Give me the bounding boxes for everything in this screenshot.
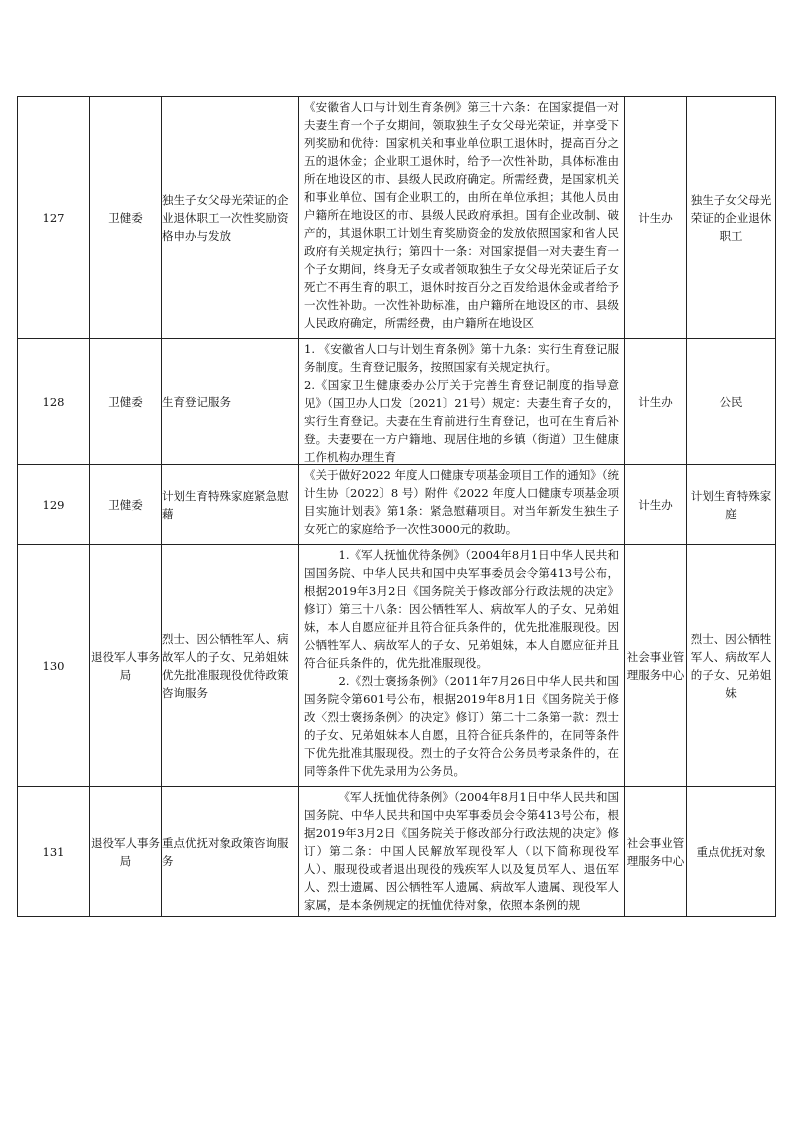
service-item-cell: 烈士、因公牺牲军人、病故军人的子女、兄弟姐妹优先批准服现役优待政策咨询服务 bbox=[162, 545, 299, 787]
department-cell: 卫健委 bbox=[90, 97, 162, 339]
basis-paragraph: 2.《烈士褒扬条例》（2011年7月26日中华人民共和国国务院令第601号公布，根据2019年8月1日《国务院关于修改〈烈士褒扬条例〉的决定》修订）第二十二条第一款：烈士的子女、兄弟姐妹本人自愿，且符合征兵条件的，在同等条件下优先批准其服现役。烈士的子女符合公务员考录条件的，在同等条件下优先录用为公务员。 bbox=[304, 673, 619, 778]
legal-basis-text bbox=[299, 546, 624, 786]
legal-basis-text bbox=[299, 340, 624, 464]
department-cell: 退役军人事务局 bbox=[90, 545, 162, 787]
responsible-office-cell: 计生办 bbox=[625, 339, 687, 465]
table-row bbox=[18, 787, 776, 917]
row-number: 131 bbox=[18, 787, 90, 917]
service-target-cell: 独生子女父母光荣证的企业退休职工 bbox=[687, 97, 776, 339]
legal-basis-text bbox=[299, 98, 624, 338]
service-table bbox=[17, 96, 776, 917]
service-target-cell: 公民 bbox=[687, 339, 776, 465]
table-row bbox=[18, 339, 776, 465]
service-target-cell: 烈士、因公牺牲军人、病故军人的子女、兄弟姐妹 bbox=[687, 545, 776, 787]
service-target-cell: 计划生育特殊家庭 bbox=[687, 465, 776, 545]
basis-paragraph: 《安徽省人口与计划生育条例》第三十六条：在国家提倡一对夫妻生育一个子女期间，领取独生子女父母光荣证，并享受下列奖励和优待：国家机关和事业单位职工退休时，提高百分之五的退休金；企业职工退休时，给予一次性补助，具体标准由所在地设区的市、县级人民政府确定。所需经费，是国家机关和事业单位、国有企业职工的，由所在单位承担；其他人员由户籍所在地设区的市、县级人民政府承担。国有企业改制、破产的，其退休职工计划生育奖励资金的发放依照国家和省人民政府有关规定执行；第四十一条：对国家提倡一对夫妻生育一个子女期间，终身无子女或者领取独生子女父母光荣证后子女死亡不再生育的职工，退休时按百分之百发给退休金或者给予一次性补助。一次性补助标准，由户籍所在地设区的市、县级人民政府确定，所需经费，由户籍所在地设区 bbox=[304, 99, 619, 330]
basis-paragraph: 《军人抚恤优待条例》（2004年8月1日中华人民共和国国务院、中华人民共和国中央军事委员会令第413号公布，根据2019年3月2日《国务院关于修改部分行政法规的决定》修订）第二条：中国人民解放军现役军人（以下简称现役军人）、服现役或者退出现役的残疾军人以及复员军人、退伍军人、烈士遗属、因公牺牲军人遗属、病故军人遗属、现役军人家属，是本条例规定的抚恤优待对象，依照本条例的规 bbox=[304, 789, 619, 912]
responsible-office-cell: 计生办 bbox=[625, 465, 687, 545]
table-row bbox=[18, 97, 776, 339]
service-item-cell: 独生子女父母光荣证的企业退休职工一次性奖励资格申办与发放 bbox=[162, 97, 299, 339]
department-cell: 退役军人事务局 bbox=[90, 787, 162, 917]
legal-basis-cell bbox=[299, 339, 625, 465]
basis-paragraph: 1. 《安徽省人口与计划生育条例》第十九条：实行生育登记服务制度。生育登记服务，按照国家有关规定执行。 bbox=[304, 341, 619, 374]
row-number: 130 bbox=[18, 545, 90, 787]
service-item-cell: 计划生育特殊家庭紧急慰藉 bbox=[162, 465, 299, 545]
legal-basis-text bbox=[299, 466, 624, 544]
department-cell: 卫健委 bbox=[90, 339, 162, 465]
legal-basis-cell bbox=[299, 465, 625, 545]
service-item-cell: 生育登记服务 bbox=[162, 339, 299, 465]
legal-basis-cell bbox=[299, 97, 625, 339]
table-row bbox=[18, 545, 776, 787]
department-cell: 卫健委 bbox=[90, 465, 162, 545]
basis-paragraph: 2.《国家卫生健康委办公厅关于完善生育登记制度的指导意见》（国卫办人口发〔2021〕21号）规定：夫妻生育子女的，实行生育登记。夫妻在生育前进行生育登记，也可在生育后补登。夫妻要在一方户籍地、现居住地的乡镇（街道）卫生健康工作机构办理生育 bbox=[304, 377, 619, 464]
basis-paragraph: 《关于做好2022 年度人口健康专项基金项目工作的通知》（统计生协〔2022〕8 号）附件《2022 年度人口健康专项基金项目实施计划表》第1条：紧急慰藉项目。对当年新发生独生子女死亡的家庭给予一次性3000元的救助。 bbox=[304, 467, 619, 536]
service-item-cell: 重点优抚对象政策咨询服务 bbox=[162, 787, 299, 917]
row-number: 129 bbox=[18, 465, 90, 545]
responsible-office-cell: 计生办 bbox=[625, 97, 687, 339]
responsible-office-cell: 社会事业管理服务中心 bbox=[625, 787, 687, 917]
service-target-cell: 重点优抚对象 bbox=[687, 787, 776, 917]
legal-basis-text bbox=[299, 788, 624, 916]
row-number: 127 bbox=[18, 97, 90, 339]
basis-paragraph: 1.《军人抚恤优待条例》（2004年8月1日中华人民共和国国务院、中华人民共和国中央军事委员会令第413号公布，根据2019年3月2日《国务院关于修改部分行政法规的决定》修订）第三十八条：因公牺牲军人、病故军人的子女、兄弟姐妹，本人自愿应征并且符合征兵条件的，优先批准服现役。因公牺牲军人、病故军人的子女、兄弟姐妹，本人自愿应征并且符合征兵条件的，优先批准服现役。 bbox=[304, 547, 619, 670]
legal-basis-cell bbox=[299, 545, 625, 787]
table-row bbox=[18, 465, 776, 545]
responsible-office-cell: 社会事业管理服务中心 bbox=[625, 545, 687, 787]
row-number: 128 bbox=[18, 339, 90, 465]
legal-basis-cell bbox=[299, 787, 625, 917]
